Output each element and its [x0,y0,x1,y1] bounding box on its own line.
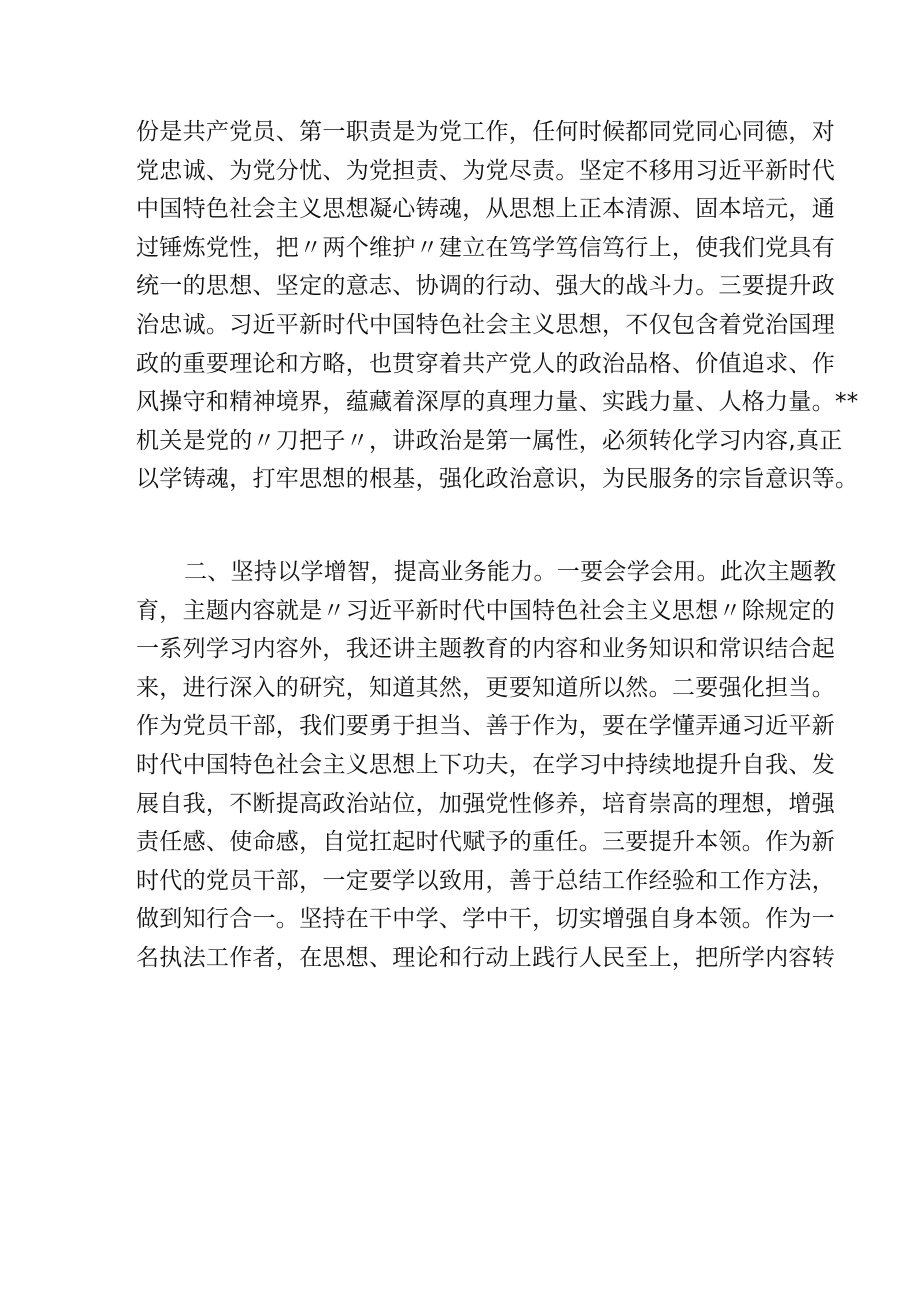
text-line: 政的重要理论和方略，也贯穿着共产党人的政治品格、价值追求、作 [136,350,835,377]
text-line: 一系列学习内容外，我还讲主题教育的内容和业务知识和常识结合起 [136,636,835,663]
text-line: 风操守和精神境界，蕴藏着深厚的真理力量、实践力量、人格力量。** [136,389,859,416]
text-line: 二、坚持以学增智，提高业务能力。一要会学会用。此次主题教 [184,558,837,585]
text-line: 治忠诚。习近平新时代中国特色社会主义思想，不仅包含着党治国理 [136,311,835,338]
text-line: 育，主题内容就是〃习近平新时代中国特色社会主义思想〃除规定的 [136,597,835,624]
text-line: 机关是党的〃刀把子〃，讲政治是第一属性，必须转化学习内容,真正 [136,427,843,454]
text-line: 时代中国特色社会主义思想上下功夫，在学习中持续地提升自我、发 [136,751,835,778]
text-line: 时代的党员干部，一定要学以致用，善于总结工作经验和工作方法， [136,867,835,894]
paragraph-1 [136,113,859,499]
text-line: 名执法工作者，在思想、理论和行动上践行人民至上，把所学内容转 [136,944,835,971]
paragraph-2 [136,553,837,978]
document-body [136,113,859,977]
text-line: 过锤炼党性，把〃两个维护〃建立在笃学笃信笃行上，使我们党具有 [136,234,835,261]
text-line: 统一的思想、坚定的意志、协调的行动、强大的战斗力。三要提升政 [136,273,835,300]
text-line: 来，进行深入的研究，知道其然，更要知道所以然。二要强化担当。 [136,674,835,701]
text-line: 中国特色社会主义思想凝心铸魂，从思想上正本清源、固本培元，通 [136,196,835,223]
text-line: 展自我，不断提高政治站位，加强党性修养，培育崇高的理想，增强 [136,790,835,817]
paragraph-spacer [136,499,816,553]
text-line: 作为党员干部，我们要勇于担当、善于作为，要在学懂弄通习近平新 [136,713,835,740]
text-line: 以学铸魂，打牢思想的根基，强化政治意识，为民服务的宗旨意识等。 [136,466,859,493]
text-line: 党忠诚、为党分忧、为党担责、为党尽责。坚定不移用习近平新时代 [136,157,835,184]
text-line: 份是共产党员、第一职责是为党工作，任何时候都同党同心同德，对 [136,119,835,145]
text-line: 责任感、使命感，自觉扛起时代赋予的重任。三要提升本领。作为新 [136,829,835,856]
text-line: 做到知行合一。坚持在干中学、学中干，切实增强自身本领。作为一 [136,906,835,933]
